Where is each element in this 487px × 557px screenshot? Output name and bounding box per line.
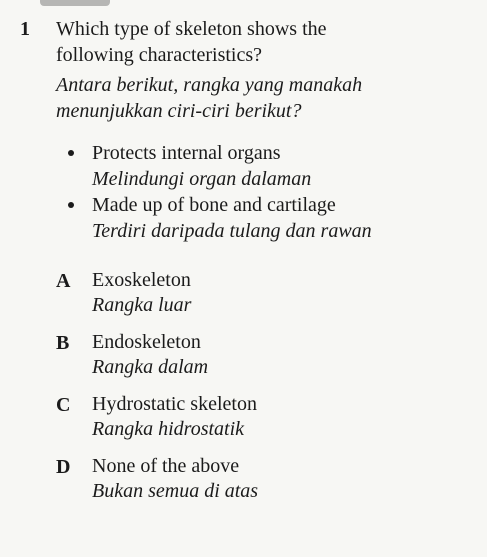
option-en: Endoskeleton: [92, 331, 201, 353]
question-stem-en-line2: following characteristics?: [56, 44, 263, 66]
scan-smudge: [40, 0, 110, 6]
characteristic-en: Protects internal organs: [92, 142, 281, 164]
option-letter: A: [56, 270, 71, 292]
option-ms: Bukan semua di atas: [92, 480, 259, 502]
option-b[interactable]: [56, 330, 470, 380]
option-ms: Rangka dalam: [92, 356, 209, 378]
option-ms: Rangka luar: [92, 294, 192, 316]
option-letter: B: [56, 332, 70, 354]
option-en: Hydrostatic skeleton: [92, 393, 257, 415]
option-en: Exoskeleton: [92, 269, 191, 291]
option-a[interactable]: [56, 268, 470, 318]
option-d[interactable]: [56, 454, 470, 504]
question-stem-ms-line2: menunjukkan ciri-ciri berikut?: [56, 100, 302, 122]
question-stem-en-line1: Which type of skeleton shows the: [56, 18, 327, 40]
question-stem-ms-line1: Antara berikut, rangka yang manakah: [56, 74, 363, 96]
characteristics-list: [66, 140, 470, 244]
characteristic-en: Made up of bone and cartilage: [92, 194, 336, 216]
characteristic-ms: Melindungi organ dalaman: [92, 168, 312, 190]
characteristic-item: [66, 140, 470, 192]
question-number: 1: [20, 18, 30, 40]
option-ms: Rangka hidrostatik: [92, 418, 245, 440]
option-letter: C: [56, 394, 71, 416]
question-block: [20, 16, 470, 504]
option-c[interactable]: [56, 392, 470, 442]
option-letter: D: [56, 456, 71, 478]
characteristic-ms: Terdiri daripada tulang dan rawan: [92, 220, 372, 242]
answer-options: [56, 268, 470, 504]
bullet-icon: [68, 202, 74, 208]
characteristic-item: [66, 192, 470, 244]
option-en: None of the above: [92, 455, 240, 477]
bullet-icon: [68, 150, 74, 156]
question-body: [56, 16, 470, 504]
